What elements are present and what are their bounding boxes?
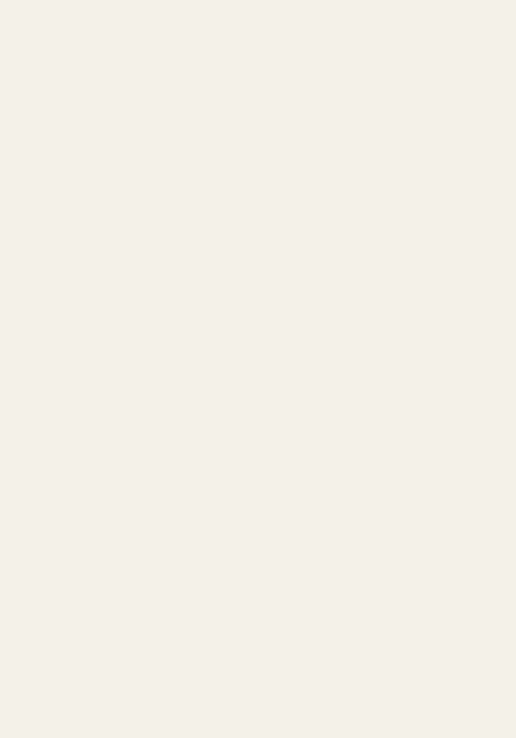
lower-text-block (18, 345, 498, 685)
upper-text-block (18, 22, 498, 322)
